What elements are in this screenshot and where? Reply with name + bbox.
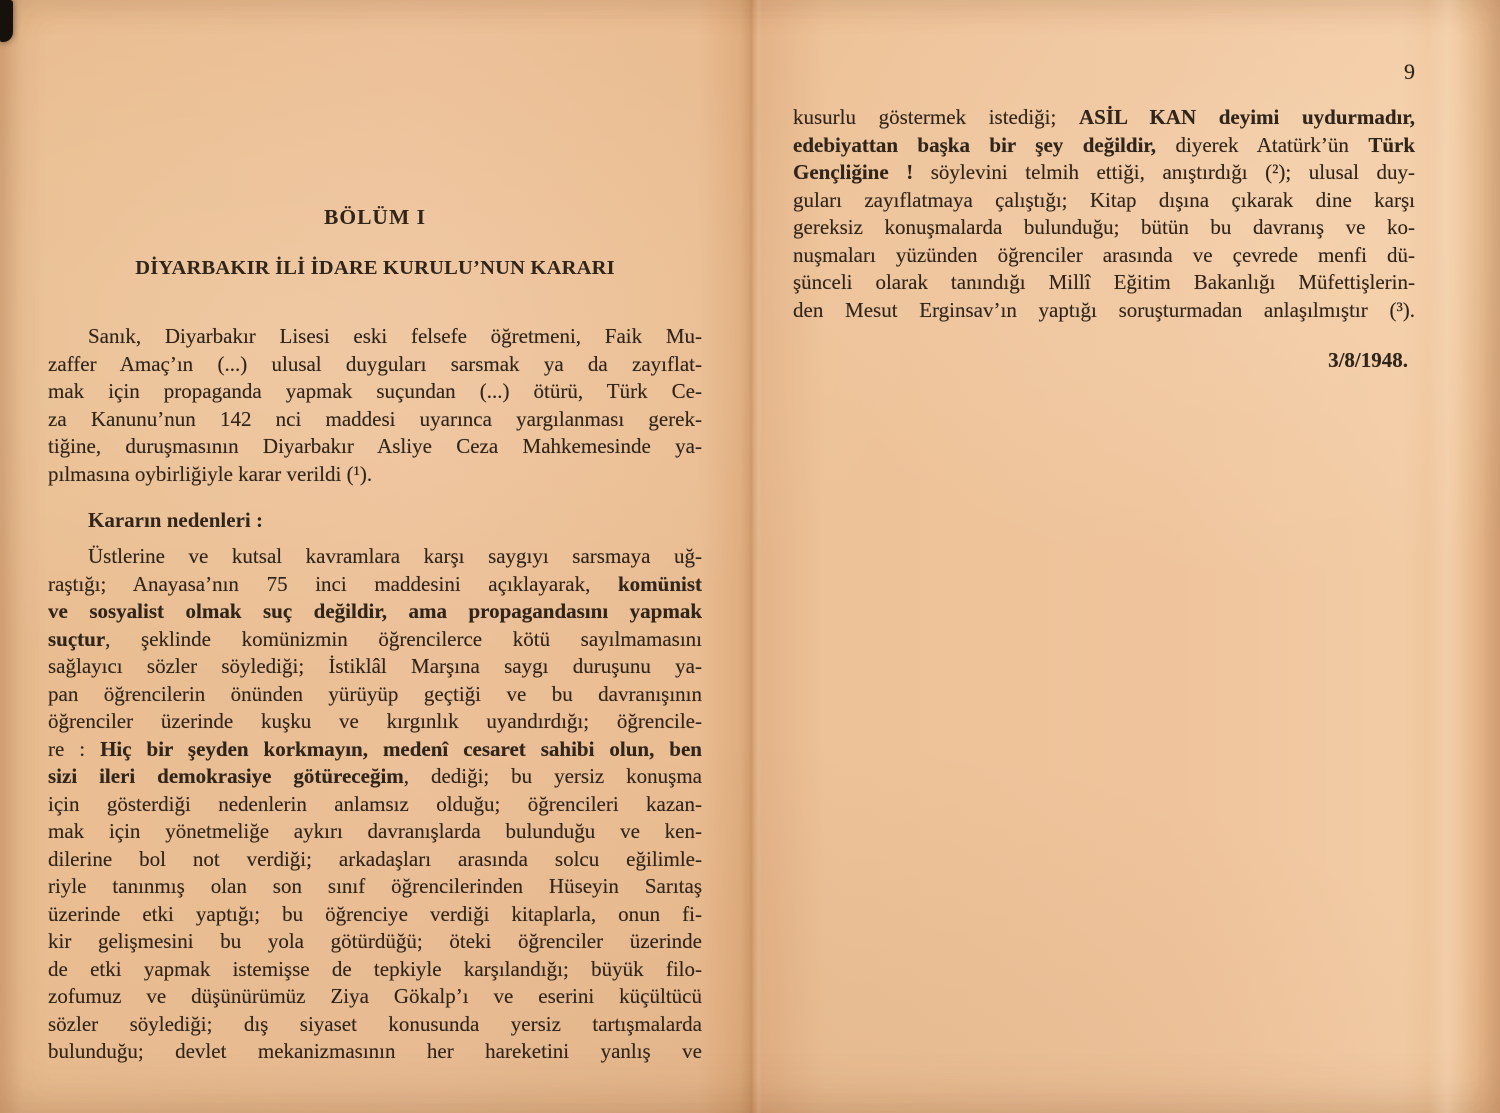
bold-text-segment: edebiyattan başka bir şey değildir,: [793, 132, 1157, 157]
text-segment: için gösterdiği nedenlerin anlamsız olduğu; öğrencileri kazan-: [48, 791, 702, 816]
text-segment: bulunduğu; devlet mekanizmasının her hareketini yanlış ve: [48, 1039, 702, 1063]
text-line: [48, 1011, 702, 1039]
text-line: [48, 763, 702, 791]
bold-text-segment: komünist: [617, 571, 702, 596]
text-line: [48, 571, 702, 599]
bold-text-segment: ASİL KAN deyimi uydurmadır,: [1078, 105, 1415, 129]
bold-text-segment: Hiç bir şeyden korkmayın, medenî cesaret sahibi olun, ben: [100, 736, 702, 761]
paragraph-decision: [48, 323, 702, 488]
text-segment: guları zayıflatmaya çalıştığı; Kitap dışına çıkarak dine karşı: [793, 187, 1415, 212]
text-line: [48, 323, 702, 351]
text-line: [48, 928, 702, 956]
text-line: [48, 846, 702, 874]
text-segment: söylevini telmih ettiği, anıştırdığı (²); ulusal duy-: [913, 160, 1415, 184]
decision-date: 3/8/1948.: [1328, 348, 1408, 372]
text-line: [48, 791, 702, 819]
text-segment: de etki yapmak istemişse de tepkiyle karşılandığı; büyük filo-: [48, 956, 702, 981]
text-line: [48, 543, 702, 571]
text-segment: kusurlu göstermek istediği;: [793, 105, 1079, 129]
text-segment: zaffer Amaç’ın (...) ulusal duyguları sarsmak ya da zayıflat-: [48, 351, 702, 376]
section-title: DİYARBAKIR İLİ İDARE KURULU’NUN KARARI: [135, 257, 615, 279]
text-line: [793, 187, 1415, 215]
page-gutter: [740, 0, 762, 1113]
text-segment: nuşmaları yüzünden öğrenciler arasında ve çevrede menfi dü-: [793, 242, 1415, 267]
text-segment: zofumuz ve düşünürümüz Ziya Gökalp’ı ve eserini küçültücü: [48, 984, 702, 1008]
text-segment: raştığı; Anayasa’nın 75 inci maddesini açıklayarak,: [48, 571, 618, 596]
text-segment: diyerek Atatürk’ün: [1156, 132, 1369, 157]
bold-text-segment: ve sosyalist olmak suç değildir, ama propagandasını yapmak: [48, 599, 702, 623]
text-line: [48, 598, 702, 626]
text-line: [48, 956, 702, 984]
text-line: [48, 626, 702, 654]
text-line: [793, 214, 1415, 242]
page-number: 9: [1404, 59, 1415, 84]
text-line: [48, 433, 702, 461]
text-line: [793, 269, 1415, 297]
text-segment: pan öğrencilerin önünden yürüyüp geçtiği ve bu davranışının: [48, 681, 702, 706]
text-line: [48, 873, 702, 901]
text-line: [48, 1038, 702, 1066]
left-page: [48, 205, 702, 1066]
bold-text-segment: suçtur: [48, 626, 106, 651]
text-segment: gereksiz konuşmalarda bulunduğu; bütün bu davranış ve ko-: [793, 215, 1415, 239]
text-segment: şünceli olarak tanındığı Millî Eğitim Bakanlığı Müfettişlerin-: [793, 270, 1415, 294]
text-segment: kir gelişmesini bu yola götürdüğü; öteki öğrenciler üzerinde: [48, 929, 702, 953]
text-segment: üzerinde etki yaptığı; bu öğrenciye verdiği kitaplarla, onun fi-: [48, 901, 702, 926]
scan-artifact-mark: [0, 0, 13, 42]
text-segment: sağlayıcı sözler söylediği; İstiklâl Marşına saygı duruşunu ya-: [48, 654, 702, 678]
text-line: [48, 708, 702, 736]
text-line: [793, 297, 1415, 325]
text-segment: mak için yönetmeliğe aykırı davranışlarda bulunduğu ve ken-: [48, 819, 702, 843]
text-segment: dilerine bol not verdiği; arkadaşları arasında solcu eğilimle-: [48, 846, 702, 871]
bold-text-segment: Türk: [1368, 132, 1415, 157]
text-segment: Üstlerine ve kutsal kavramlara karşı saygıyı sarsmaya uğ-: [88, 544, 702, 568]
text-segment: riyle tanınmış olan son sınıf öğrencilerinden Hüseyin Sarıtaş: [48, 874, 702, 898]
subheading-reasons: Kararın nedenleri :: [88, 508, 263, 532]
text-line: [48, 983, 702, 1011]
text-line: [48, 818, 702, 846]
bold-text-segment: Gençliğine !: [793, 160, 914, 184]
text-line: [48, 351, 702, 379]
chapter-heading: BÖLÜM I: [324, 205, 426, 229]
text-segment: re :: [48, 736, 101, 761]
bold-text-segment: sizi ileri demokrasiye götüreceğim: [48, 764, 404, 788]
paragraph-continuation: [793, 104, 1415, 324]
text-line: [48, 653, 702, 681]
text-line: [48, 461, 702, 489]
text-line: [48, 406, 702, 434]
text-segment: den Mesut Erginsav’ın yaptığı soruşturmadan anlaşılmıştır (³).: [793, 297, 1415, 322]
right-page: [793, 104, 1415, 372]
text-segment: , şeklinde komünizmin öğrencilerce kötü sayılmamasını: [105, 626, 702, 651]
text-line: [48, 681, 702, 709]
text-segment: , dediği; bu yersiz konuşma: [403, 764, 702, 788]
text-segment: Sanık, Diyarbakır Lisesi eski felsefe öğretmeni, Faik Mu-: [88, 324, 702, 348]
text-line: [793, 159, 1415, 187]
text-segment: sözler söylediği; dış siyaset konusunda yersiz tartışmalarda: [48, 1011, 702, 1036]
text-line: [793, 104, 1415, 132]
text-line: [793, 132, 1415, 160]
text-line: [48, 736, 702, 764]
text-segment: za Kanunu’nun 142 nci maddesi uyarınca yargılanması gerek-: [48, 406, 702, 431]
text-segment: mak için propaganda yapmak suçundan (...) ötürü, Türk Ce-: [48, 379, 702, 403]
paragraph-reasons: [48, 543, 702, 1066]
text-line: [48, 378, 702, 406]
text-line: [48, 901, 702, 929]
page-edge-highlight: [1428, 0, 1476, 1113]
text-line: [793, 242, 1415, 270]
text-segment: tiğine, duruşmasının Diyarbakır Asliye Ceza Mahkemesinde ya-: [48, 434, 702, 458]
text-segment: öğrenciler üzerinde kuşku ve kırgınlık uyandırdığı; öğrencile-: [48, 709, 702, 733]
text-segment: pılmasına oybirliğiyle karar verildi (¹).: [48, 461, 373, 486]
